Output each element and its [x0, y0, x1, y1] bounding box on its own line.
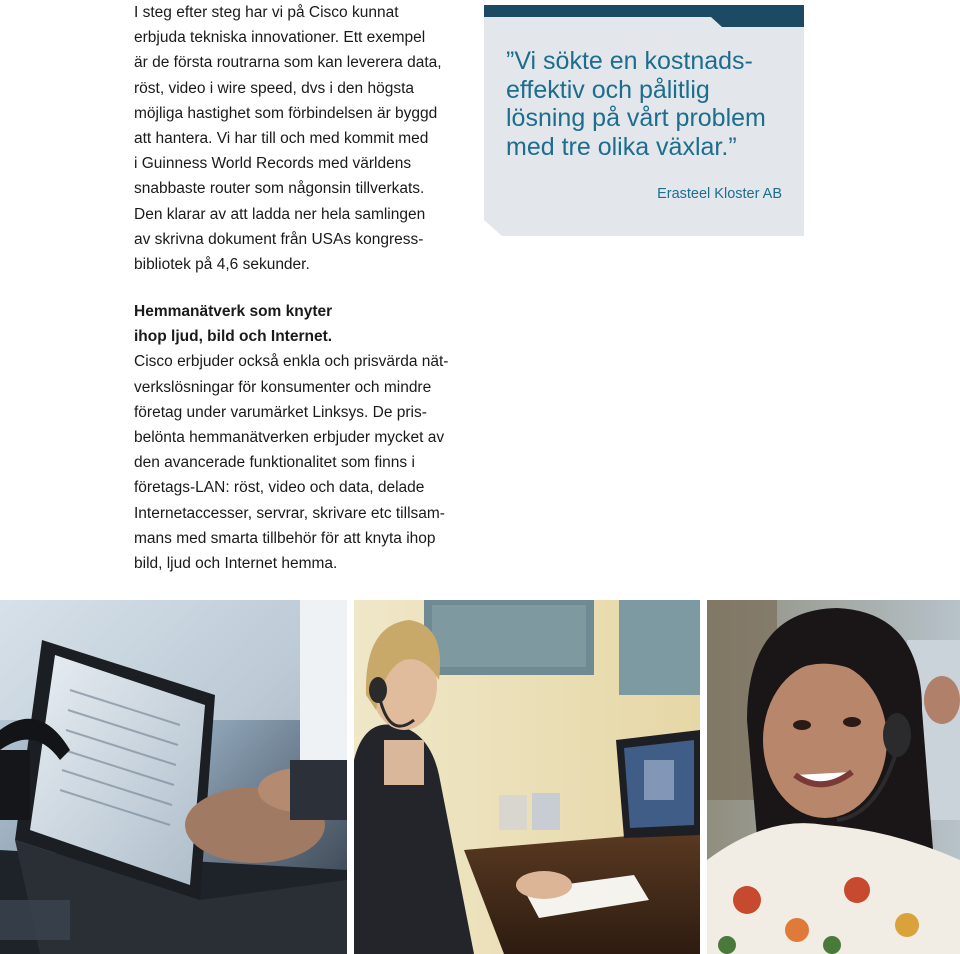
quote-line: med tre olika växlar.”	[506, 132, 737, 161]
section-heading-line: Hemmanätverk som knyter	[134, 303, 333, 320]
intro-line: att hantera. Vi har till och med kommit med	[134, 130, 429, 148]
body-line: Cisco erbjuder också enkla och prisvärda nät-	[134, 353, 449, 371]
intro-line: I steg efter steg har vi på Cisco kunnat	[134, 4, 399, 21]
pull-quote-box	[484, 5, 804, 236]
intro-line: röst, video i wire speed, dvs i den högsta	[134, 79, 415, 97]
intro-line: i Guinness World Records med världens	[134, 155, 412, 173]
intro-paragraph	[134, 0, 459, 277]
body-line: företags-LAN: röst, video och data, delade	[134, 479, 425, 497]
body-line: Internetaccesser, servrar, skrivare etc tillsam-	[134, 504, 445, 522]
quote-line: effektiv och pålitlig	[506, 75, 710, 104]
intro-line: av skrivna dokument från USAs kongress-	[134, 230, 424, 248]
body-line: företag under varumärket Linksys. De pris-	[134, 403, 427, 421]
intro-line: möjliga hastighet som förbindelsen är byggd	[134, 104, 438, 122]
body-line: mans med smarta tillbehör för att knyta ihop	[134, 529, 436, 547]
intro-line: bibliotek på 4,6 sekunder.	[134, 256, 310, 274]
quote-line: ”Vi sökte en kostnads-	[506, 47, 753, 75]
body-line: den avancerade funktionalitet som finns i	[134, 454, 415, 472]
section-heading-line: ihop ljud, bild och Internet.	[134, 328, 333, 346]
photo-woman-headset-smiling	[707, 600, 960, 954]
intro-line: snabbaste router som någonsin tillverkats.	[134, 180, 425, 198]
intro-line: Den klarar av att ladda ner hela samlingen	[134, 205, 426, 223]
intro-line: erbjuda tekniska innovationer. Ett exempel	[134, 29, 426, 47]
body-line: bild, ljud och Internet hemma.	[134, 555, 338, 573]
body-line: verkslösningar för konsumenter och mindre	[134, 378, 432, 396]
quote-author: Erasteel Kloster AB	[657, 186, 782, 202]
quote-line: lösning på vårt problem	[506, 104, 766, 132]
home-networks-section	[134, 299, 459, 576]
photo-laptop-typing	[0, 600, 347, 954]
body-line: belönta hemmanätverken erbjuder mycket av	[134, 429, 445, 447]
pull-quote-text	[506, 47, 796, 161]
intro-line: är de första routrarna som kan leverera data,	[134, 54, 442, 72]
photo-woman-headset-office	[354, 600, 700, 954]
